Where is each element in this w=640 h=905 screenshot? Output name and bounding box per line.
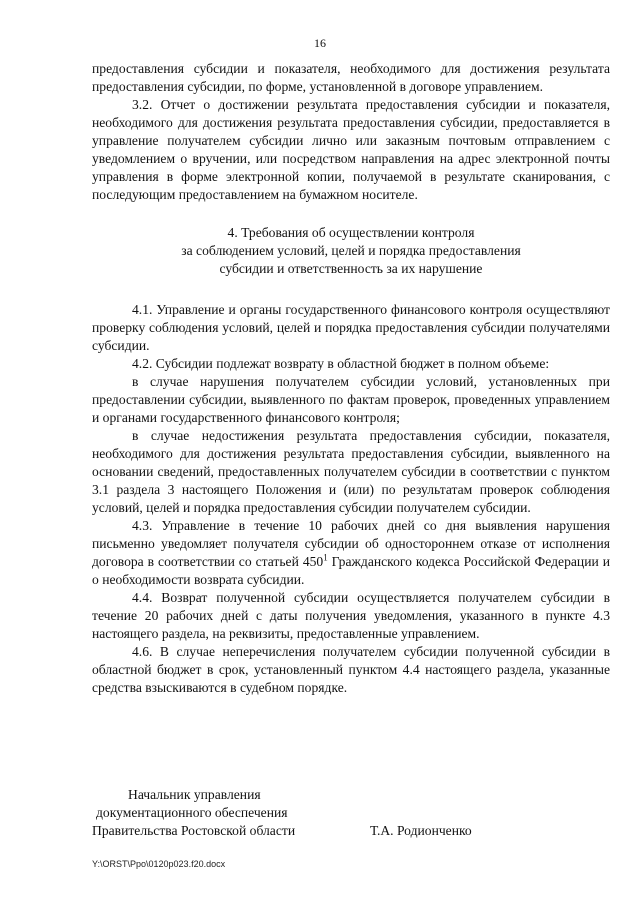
section-heading-line: 4. Требования об осуществлении контроля: [227, 225, 475, 240]
signature-name: Т.А. Родионченко: [370, 823, 472, 838]
superscript: 1: [323, 552, 328, 563]
paragraph-4-2-case-b: в случае недостижения результата предоставления субсидии, показателя, необходимого для достижения результата предоставления субсидии, выявленного на основании сведений, предоставленных получателем субсидии в соответствии с пунктом 3.1 раздела 3 настоящего Положения и (или) по результатам проверок соблюдения условий, целей и порядка предоставления субсидии получателем субсидии.: [92, 428, 610, 515]
paragraph-continuation: предоставления субсидии и показателя, необходимого для достижения результата предоставления субсидии, по форме, установленной в договоре управлением.: [92, 61, 610, 94]
signature-title-line: Правительства Ростовской области: [92, 823, 296, 838]
document-body: [92, 60, 610, 697]
section-heading: [92, 224, 610, 278]
section-heading-line: за соблюдением условий, целей и порядка предоставления: [181, 243, 521, 258]
paragraph-4-6: 4.6. В случае неперечисления получателем субсидии полученной субсидии в областной бюджет в срок, установленный пунктом 4.4 настоящего раздела, указанные средства взыскиваются в судебном порядке.: [92, 644, 610, 695]
paragraph-3-2: 3.2. Отчет о достижении результата предоставления субсидии и показателя, необходимого для достижения результата предоставления субсидии, предоставляется в управление получателем субсидии лично или заказным почтовым отправлением с уведомлением о вручении, или посредством направления на адрес электронной почты управления в форме электронной копии, получаемой в результате сканирования, с последующим предоставлением на бумажном носителе.: [92, 97, 610, 202]
paragraph-4-2: 4.2. Субсидии подлежат возврату в областной бюджет в полном объеме:: [132, 356, 550, 371]
paragraph-4-1: 4.1. Управление и органы государственного финансового контроля осуществляют проверку соблюдения условий, целей и порядка предоставления субсидии получателями субсидии.: [92, 302, 610, 353]
section-heading-line: субсидии и ответственность за их нарушение: [219, 261, 483, 276]
page-number: 16: [314, 36, 326, 50]
paragraph-4-2-case-a: в случае нарушения получателем субсидии условий, установленных при предоставлении субсидии, выявленного по фактам проверок, проведенных управлением и органами государственного финансового контроля;: [92, 374, 610, 425]
signature-title-line: документационного обеспечения: [96, 805, 288, 820]
paragraph-4-3: [92, 517, 610, 589]
paragraph-4-3-text: 4.3. Управление в течение 10 рабочих дней со дня выявления нарушения письменно уведомляет получателя субсидии об одностороннем отказе от исполнения договора в соответствии со статьей 450: [92, 518, 610, 569]
paragraph-4-3-text-end: Гражданского кодекса Российской Федерации и о необходимости возврата субсидии.: [92, 554, 610, 587]
signature-title-line: Начальник управления: [128, 787, 261, 802]
paragraph-4-4: 4.4. Возврат полученной субсидии осуществляется получателем субсидии в течение 20 рабочих дней с даты получения уведомления, указанного в пункте 4.3 настоящего раздела, на реквизиты, предоставленные управлением.: [92, 590, 610, 641]
file-path-footer: Y:\ORST\Ppo\0120p023.f20.docx: [92, 859, 226, 869]
